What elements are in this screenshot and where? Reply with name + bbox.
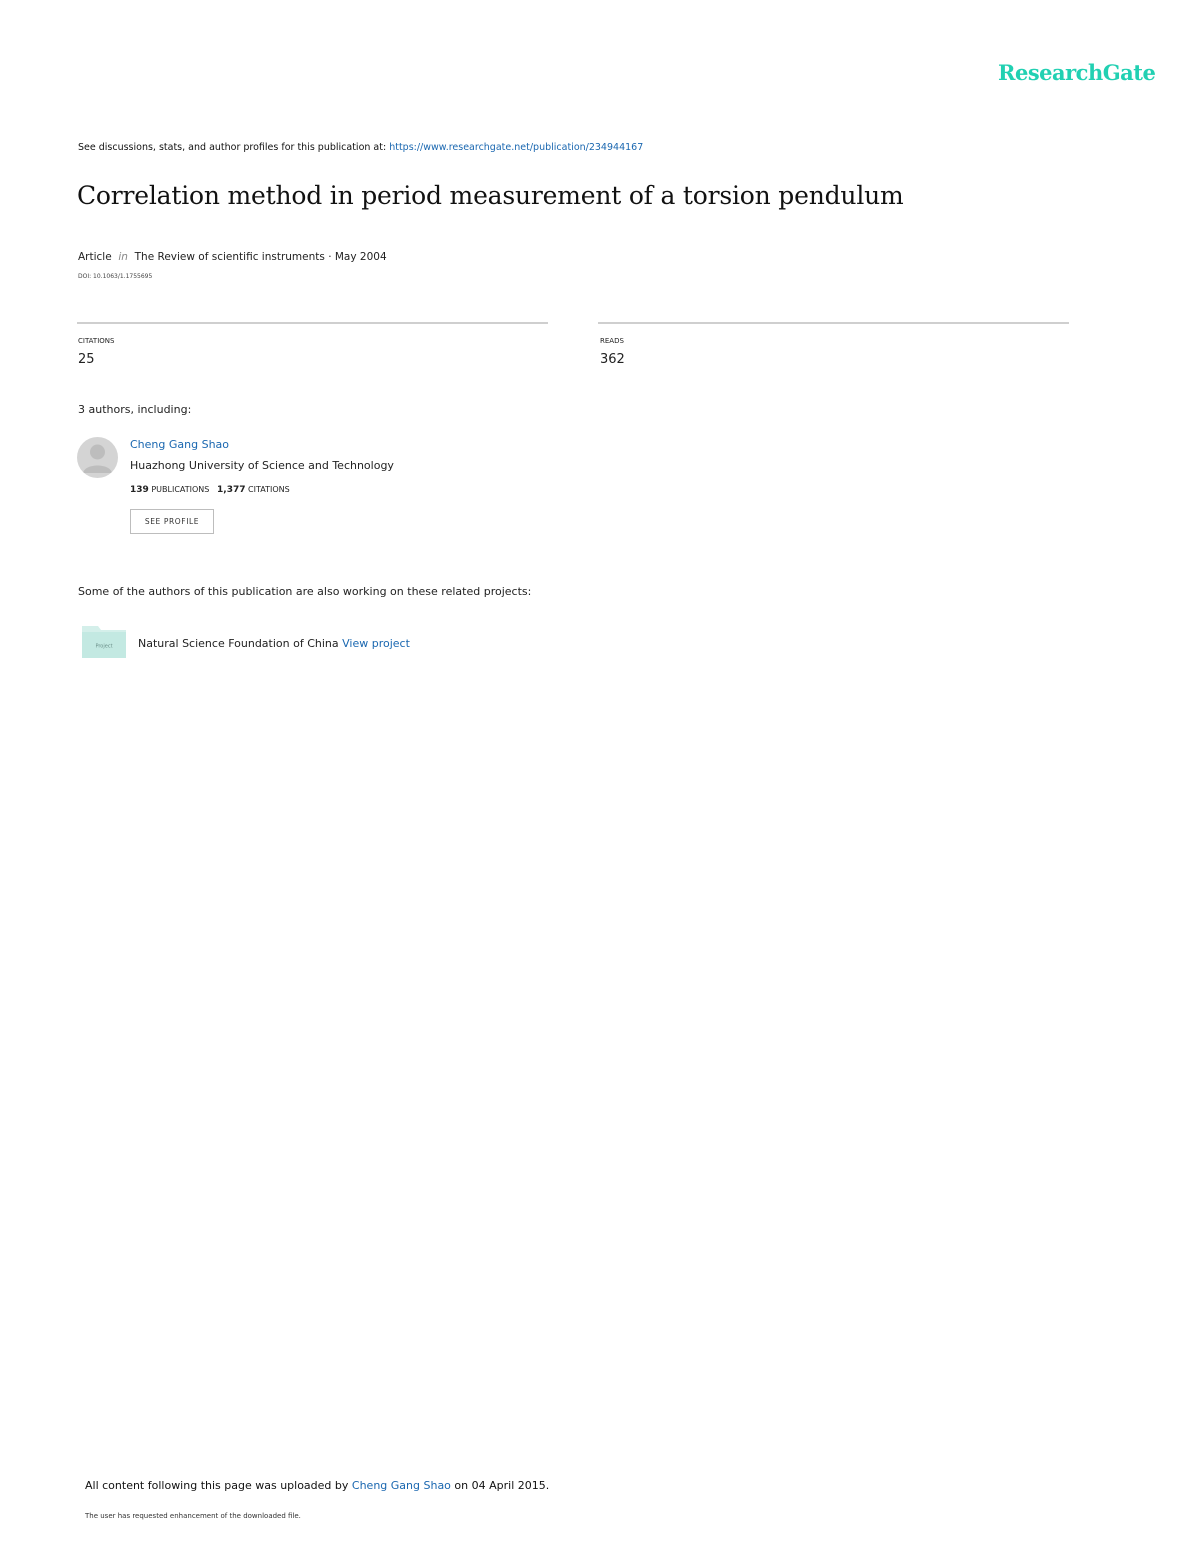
citations-label: CITATIONS (78, 337, 115, 345)
upload-prefix: All content following this page was uploaded by (85, 1479, 352, 1492)
reads-label: READS (600, 337, 624, 345)
journal-date: The Review of scientific instruments · May 2004 (134, 251, 387, 263)
citations-value: 25 (78, 352, 95, 367)
related-projects-heading: Some of the authors of this publication are also working on these related projects: (78, 585, 532, 598)
author-stats (130, 485, 290, 495)
reads-divider (598, 322, 1069, 324)
discussion-line (78, 142, 643, 153)
author-name-link[interactable]: Cheng Gang Shao (130, 438, 230, 451)
see-profile-button[interactable]: SEE PROFILE (130, 509, 214, 534)
enhancement-note: The user has requested enhancement of the downloaded file. (85, 1512, 301, 1520)
in-label: in (118, 251, 128, 263)
upload-suffix: on 04 April 2015. (450, 1479, 550, 1492)
publication-url-link[interactable]: https://www.researchgate.net/publication/234944167 (389, 142, 644, 153)
publication-type: Article (78, 251, 112, 263)
page-title: Correlation method in period measurement of a torsion pendulum (77, 181, 904, 210)
discussion-prefix: See discussions, stats, and author profiles for this publication at: (78, 142, 390, 153)
project-icon-label: Project (95, 643, 113, 650)
user-silhouette-icon[interactable] (77, 437, 118, 478)
reads-value: 362 (600, 352, 625, 367)
author-citations-label: CITATIONS (248, 485, 290, 494)
publications-count: 139 (130, 485, 149, 495)
upload-notice (85, 1479, 549, 1492)
project-item (138, 637, 410, 650)
researchgate-logo[interactable]: ResearchGate (998, 60, 1156, 85)
author-affiliation: Huazhong University of Science and Technology (130, 459, 394, 472)
authors-heading: 3 authors, including: (78, 403, 192, 416)
folder-icon[interactable] (82, 624, 126, 658)
doi: DOI: 10.1063/1.1755695 (78, 273, 153, 280)
publication-meta (78, 251, 387, 263)
uploader-link[interactable]: Cheng Gang Shao (351, 1479, 451, 1492)
citations-divider (77, 322, 548, 324)
author-citations-count: 1,377 (217, 485, 246, 495)
view-project-link[interactable]: View project (342, 637, 410, 650)
publications-label: PUBLICATIONS (151, 485, 210, 494)
project-name: Natural Science Foundation of China (138, 637, 343, 650)
